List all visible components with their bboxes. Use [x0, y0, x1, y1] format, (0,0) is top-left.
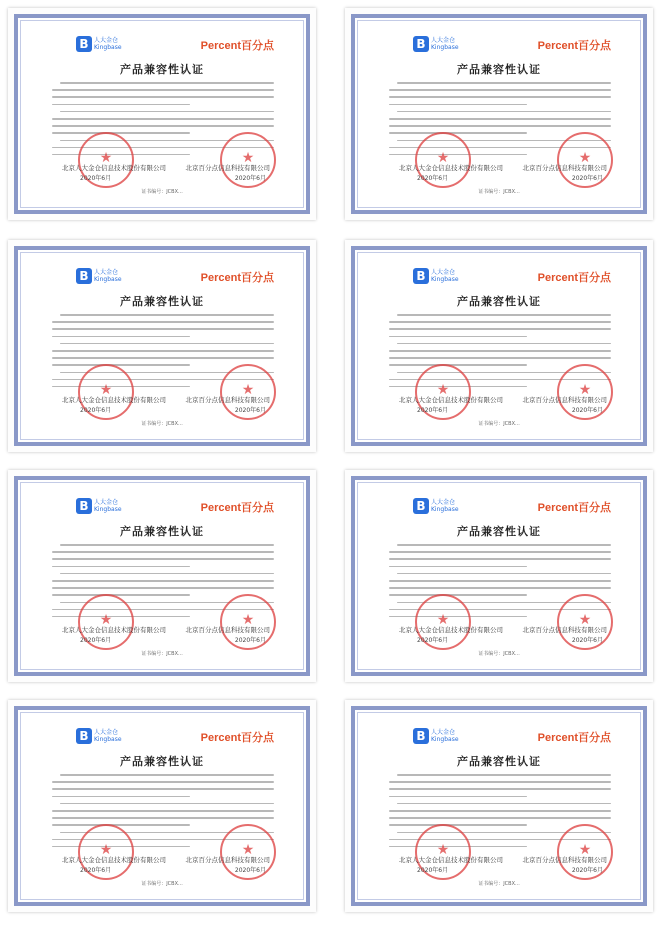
- kingbase-logo: [413, 728, 459, 744]
- percent-logo-cn: 百分点: [241, 272, 274, 284]
- percent-logo-cn: 百分点: [578, 732, 611, 744]
- percent-logo: [201, 729, 274, 745]
- certificate-5: [8, 470, 316, 682]
- percent-logo-cn: 百分点: [241, 40, 274, 52]
- kingbase-logo-en: Kingbase: [431, 276, 459, 283]
- certificate-frame: [351, 706, 647, 906]
- kingbase-logo-cn: 人大金仓: [431, 729, 456, 736]
- percent-logo-en: Percent: [537, 40, 578, 52]
- certificate-title: 产品兼容性认证: [457, 63, 541, 76]
- percent-logo-en: Percent: [200, 40, 241, 52]
- kingbase-logo-en: Kingbase: [94, 44, 122, 51]
- percent-logo: [538, 729, 611, 745]
- kingbase-logo: [76, 268, 122, 284]
- percent-logo: [201, 499, 274, 515]
- kingbase-logo-icon: B: [413, 728, 429, 744]
- certificate-3: [8, 240, 316, 452]
- kingbase-logo-en: Kingbase: [431, 736, 459, 743]
- signatory-left: 北京人大金仓信息技术股份有限公司: [399, 396, 503, 404]
- percent-logo-en: Percent: [537, 272, 578, 284]
- certificate-frame: [14, 14, 310, 214]
- kingbase-logo-icon: B: [413, 36, 429, 52]
- kingbase-logo-cn: 人大金仓: [94, 499, 119, 506]
- certificate-4: [345, 240, 653, 452]
- certificate-number: 证书编号：JCBX...: [478, 189, 520, 195]
- signatory-right: 北京百分点信息科技有限公司: [185, 626, 270, 634]
- signatory-right: 北京百分点信息科技有限公司: [522, 856, 607, 864]
- certificate-number: 证书编号：JCBX...: [141, 189, 183, 195]
- certificate-2: [345, 8, 653, 220]
- percent-logo-en: Percent: [200, 272, 241, 284]
- kingbase-logo-en: Kingbase: [94, 506, 122, 513]
- percent-logo-en: Percent: [200, 502, 241, 514]
- kingbase-logo: [76, 498, 122, 514]
- kingbase-logo-icon: B: [413, 498, 429, 514]
- date-left: 2020年6月: [80, 637, 112, 644]
- kingbase-logo-cn: 人大金仓: [94, 37, 119, 44]
- signatory-left: 北京人大金仓信息技术股份有限公司: [62, 626, 166, 634]
- date-right: 2020年6月: [234, 407, 266, 414]
- date-left: 2020年6月: [80, 407, 112, 414]
- certificate-1: [8, 8, 316, 220]
- date-left: 2020年6月: [417, 407, 449, 414]
- kingbase-logo-cn: 人大金仓: [431, 37, 456, 44]
- certificate-title: 产品兼容性认证: [120, 63, 204, 76]
- percent-logo: [201, 269, 274, 285]
- certificate-frame: [14, 706, 310, 906]
- signatory-right: 北京百分点信息科技有限公司: [185, 856, 270, 864]
- kingbase-logo-cn: 人大金仓: [431, 269, 456, 276]
- certificate-frame: [351, 476, 647, 676]
- signatory-right: 北京百分点信息科技有限公司: [522, 164, 607, 172]
- certificate-6: [345, 470, 653, 682]
- date-right: 2020年6月: [234, 175, 266, 182]
- certificate-number: 证书编号：JCBX...: [478, 651, 520, 657]
- percent-logo: [201, 37, 274, 53]
- signatory-left: 北京人大金仓信息技术股份有限公司: [399, 164, 503, 172]
- kingbase-logo-en: Kingbase: [94, 276, 122, 283]
- kingbase-logo-en: Kingbase: [431, 506, 459, 513]
- percent-logo: [538, 37, 611, 53]
- certificate-title: 产品兼容性认证: [457, 755, 541, 768]
- certificate-title: 产品兼容性认证: [457, 295, 541, 308]
- percent-logo-cn: 百分点: [578, 272, 611, 284]
- certificate-title: 产品兼容性认证: [120, 525, 204, 538]
- date-left: 2020年6月: [80, 867, 112, 874]
- certificate-title: 产品兼容性认证: [120, 755, 204, 768]
- kingbase-logo-icon: B: [413, 268, 429, 284]
- signatory-left: 北京人大金仓信息技术股份有限公司: [399, 856, 503, 864]
- date-left: 2020年6月: [417, 867, 449, 874]
- percent-logo: [538, 499, 611, 515]
- date-right: 2020年6月: [571, 407, 603, 414]
- kingbase-logo-cn: 人大金仓: [431, 499, 456, 506]
- percent-logo-cn: 百分点: [241, 502, 274, 514]
- kingbase-logo: [413, 268, 459, 284]
- signatory-left: 北京人大金仓信息技术股份有限公司: [62, 856, 166, 864]
- percent-logo-cn: 百分点: [578, 40, 611, 52]
- signatory-left: 北京人大金仓信息技术股份有限公司: [62, 164, 166, 172]
- signatory-right: 北京百分点信息科技有限公司: [185, 164, 270, 172]
- certificate-number: 证书编号：JCBX...: [478, 881, 520, 887]
- kingbase-logo-en: Kingbase: [94, 736, 122, 743]
- kingbase-logo: [76, 36, 122, 52]
- date-right: 2020年6月: [571, 867, 603, 874]
- kingbase-logo-icon: B: [76, 36, 92, 52]
- kingbase-logo: [76, 728, 122, 744]
- kingbase-logo: [413, 498, 459, 514]
- certificate-number: 证书编号：JCBX...: [141, 881, 183, 887]
- kingbase-logo: [413, 36, 459, 52]
- date-right: 2020年6月: [234, 637, 266, 644]
- certificate-frame: [14, 476, 310, 676]
- signatory-right: 北京百分点信息科技有限公司: [185, 396, 270, 404]
- certificate-frame: [351, 14, 647, 214]
- kingbase-logo-en: Kingbase: [431, 44, 459, 51]
- signatory-left: 北京人大金仓信息技术股份有限公司: [399, 626, 503, 634]
- kingbase-logo-icon: B: [76, 268, 92, 284]
- percent-logo-cn: 百分点: [578, 502, 611, 514]
- percent-logo: [538, 269, 611, 285]
- certificate-frame: [14, 246, 310, 446]
- date-right: 2020年6月: [571, 175, 603, 182]
- certificate-frame: [351, 246, 647, 446]
- certificate-title: 产品兼容性认证: [120, 295, 204, 308]
- signatory-left: 北京人大金仓信息技术股份有限公司: [62, 396, 166, 404]
- date-left: 2020年6月: [80, 175, 112, 182]
- date-left: 2020年6月: [417, 637, 449, 644]
- kingbase-logo-icon: B: [76, 728, 92, 744]
- certificate-number: 证书编号：JCBX...: [478, 421, 520, 427]
- kingbase-logo-cn: 人大金仓: [94, 269, 119, 276]
- percent-logo-en: Percent: [537, 502, 578, 514]
- percent-logo-cn: 百分点: [241, 732, 274, 744]
- percent-logo-en: Percent: [200, 732, 241, 744]
- certificate-title: 产品兼容性认证: [457, 525, 541, 538]
- kingbase-logo-cn: 人大金仓: [94, 729, 119, 736]
- date-left: 2020年6月: [417, 175, 449, 182]
- signatory-right: 北京百分点信息科技有限公司: [522, 626, 607, 634]
- certificate-7: [8, 700, 316, 912]
- signatory-right: 北京百分点信息科技有限公司: [522, 396, 607, 404]
- percent-logo-en: Percent: [537, 732, 578, 744]
- certificate-8: [345, 700, 653, 912]
- date-right: 2020年6月: [234, 867, 266, 874]
- kingbase-logo-icon: B: [76, 498, 92, 514]
- certificate-number: 证书编号：JCBX...: [141, 421, 183, 427]
- date-right: 2020年6月: [571, 637, 603, 644]
- certificate-number: 证书编号：JCBX...: [141, 651, 183, 657]
